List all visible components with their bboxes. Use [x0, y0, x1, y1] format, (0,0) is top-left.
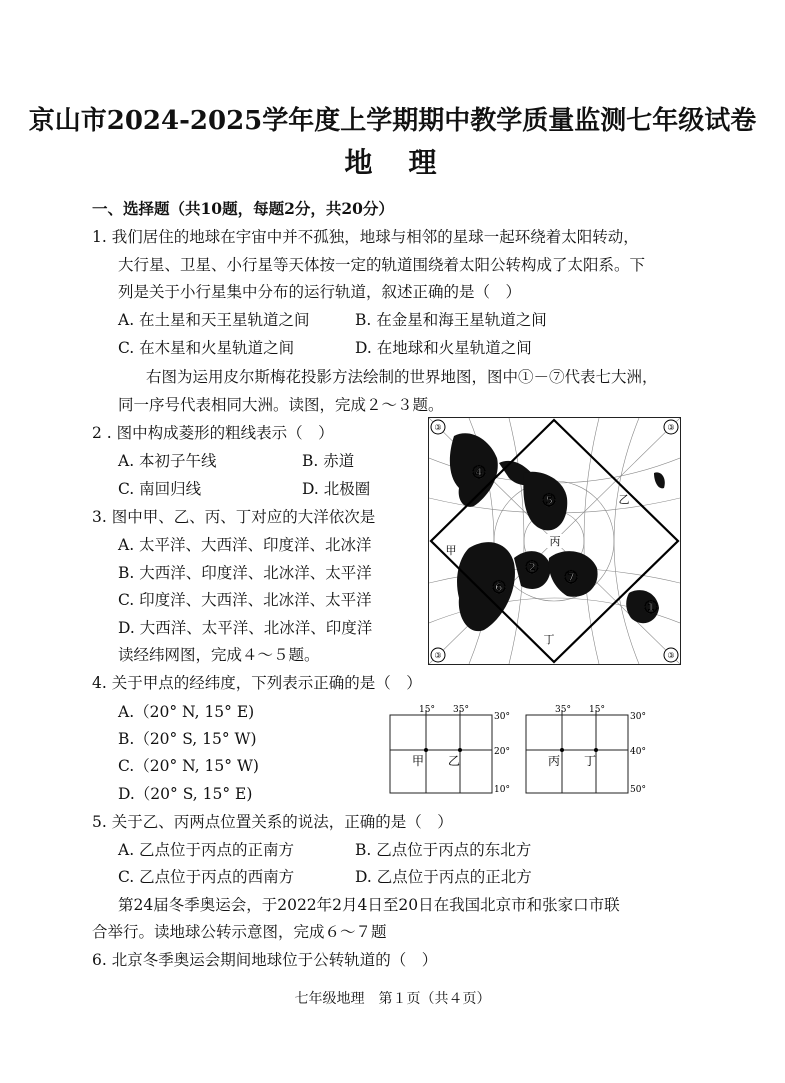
q3-option-a: A. 太平洋、大西洋、印度洋、北冰洋: [118, 536, 372, 554]
map-label-ding: 丁: [543, 633, 555, 646]
intro-6-7-line2: 合举行。读地球公转示意图，完成６～７题: [92, 923, 387, 941]
q4-option-b: B.（20° S, 15° W): [118, 730, 257, 748]
page-footer: 七年级地理 第１页（共４页）: [294, 991, 491, 1007]
q1-stem-line1: 1. 我们居住的地球在宇宙中并不孤独，地球与相邻的星球一起环绕着太阳转动，: [92, 228, 639, 246]
map-label-5: ⑤: [541, 491, 557, 511]
grid1-point-yi: 乙: [448, 754, 461, 768]
corner-label-3: ③: [667, 651, 675, 660]
q2-option-b: B. 赤道: [302, 452, 355, 470]
corner-label-3: ③: [667, 423, 675, 432]
q3-stem: 3. 图中甲、乙、丙、丁对应的大洋依次是: [92, 508, 376, 526]
q5-option-d: D. 乙点位于丙点的正北方: [355, 868, 532, 886]
map-label-jia: 甲: [445, 544, 457, 557]
q1-stem-line3: 列是关于小行星集中分布的运行轨道，叙述正确的是（ ）: [118, 283, 522, 301]
grid1-point-jia: 甲: [412, 754, 425, 768]
q2-option-a: A. 本初子午线: [118, 452, 217, 470]
q5-option-c: C. 乙点位于丙点的西南方: [118, 868, 295, 886]
q5-option-b: B. 乙点位于丙点的东北方: [355, 841, 532, 859]
peirce-quincuncial-map: [429, 418, 680, 664]
q2-option-d: D. 北极圈: [302, 480, 371, 498]
q2-option-c: C. 南回归线: [118, 480, 202, 498]
q1-option-c: C. 在木星和火星轨道之间: [118, 339, 295, 357]
map-label-6: ⑥: [491, 578, 507, 598]
q2-stem: 2 . 图中构成菱形的粗线表示（ ）: [92, 424, 334, 442]
q5-stem: 5. 关于乙、丙两点位置关系的说法，正确的是（ ）: [92, 813, 453, 831]
q6-stem: 6. 北京冬季奥运会期间地球位于公转轨道的（ ）: [92, 951, 438, 969]
map-label-yi: 乙: [618, 493, 630, 506]
grid1-lat-mid: 20°: [494, 747, 510, 757]
map-label-2: ②: [524, 558, 540, 578]
grid1-lat-top: 30°: [494, 712, 510, 722]
intro-6-7-line1: 第24届冬季奥运会，于2022年2月4日至20日在我国北京市和张家口市联: [118, 896, 620, 914]
grid1-lat-bottom: 10°: [494, 785, 510, 795]
grid2-lon-left: 35°: [555, 705, 571, 715]
q4-stem: 4. 关于甲点的经纬度，下列表示正确的是（ ）: [92, 674, 422, 692]
corner-label-3: ③: [434, 423, 442, 432]
map-label-1: ①: [643, 598, 659, 618]
world-map-figure: [428, 417, 681, 665]
q3-option-c: C. 印度洋、大西洋、北冰洋、太平洋: [118, 591, 372, 609]
q5-option-a: A. 乙点位于丙点的正南方: [118, 841, 295, 859]
lat-lon-grids: [386, 700, 666, 800]
grid2-lat-mid: 40°: [630, 747, 646, 757]
grid1-lon-right: 35°: [453, 705, 469, 715]
map-label-7: ⑦: [563, 568, 579, 588]
q1-option-b: B. 在金星和海王星轨道之间: [355, 311, 547, 329]
q1-option-d: D. 在地球和火星轨道之间: [355, 339, 532, 357]
grid2-point-bing: 丙: [548, 754, 561, 768]
q3-option-b: B. 大西洋、印度洋、北冰洋、太平洋: [118, 564, 372, 582]
map-label-4: ④: [471, 463, 487, 483]
intro-4-5: 读经纬网图，完成４～５题。: [118, 646, 320, 664]
intro-2-3-line2: 同一序号代表相同大洲。读图，完成２～３题。: [118, 396, 444, 414]
q1-stem-line2: 大行星、卫星、小行星等天体按一定的轨道围绕着太阳公转构成了太阳系。下: [118, 256, 646, 274]
grid2-point-ding: 丁: [584, 754, 597, 768]
map-label-bing: 丙: [549, 535, 561, 548]
section-heading: 一、选择题（共10题，每题2分，共20分）: [92, 199, 394, 218]
q3-option-d: D. 大西洋、太平洋、北冰洋、印度洋: [118, 619, 373, 637]
grid1-lon-left: 15°: [419, 705, 435, 715]
q1-option-a: A. 在土星和天王星轨道之间: [118, 311, 310, 329]
grid2-lat-bottom: 50°: [630, 785, 646, 795]
grid2-lon-right: 15°: [589, 705, 605, 715]
intro-2-3-line1: 右图为运用皮尔斯梅花投影方法绘制的世界地图，图中①－⑦代表七大洲，: [146, 368, 658, 386]
lat-lon-grid-figure: [386, 700, 666, 800]
q4-option-a: A.（20° N, 15° E): [118, 703, 255, 721]
subject-title: 地 理: [344, 146, 441, 179]
grid2-lat-top: 30°: [630, 712, 646, 722]
corner-label-3: ③: [434, 651, 442, 660]
q4-option-c: C.（20° N, 15° W): [118, 757, 259, 775]
exam-title: 京山市2024-2025学年度上学期期中教学质量监测七年级试卷: [28, 106, 757, 136]
q4-option-d: D.（20° S, 15° E): [118, 785, 253, 803]
